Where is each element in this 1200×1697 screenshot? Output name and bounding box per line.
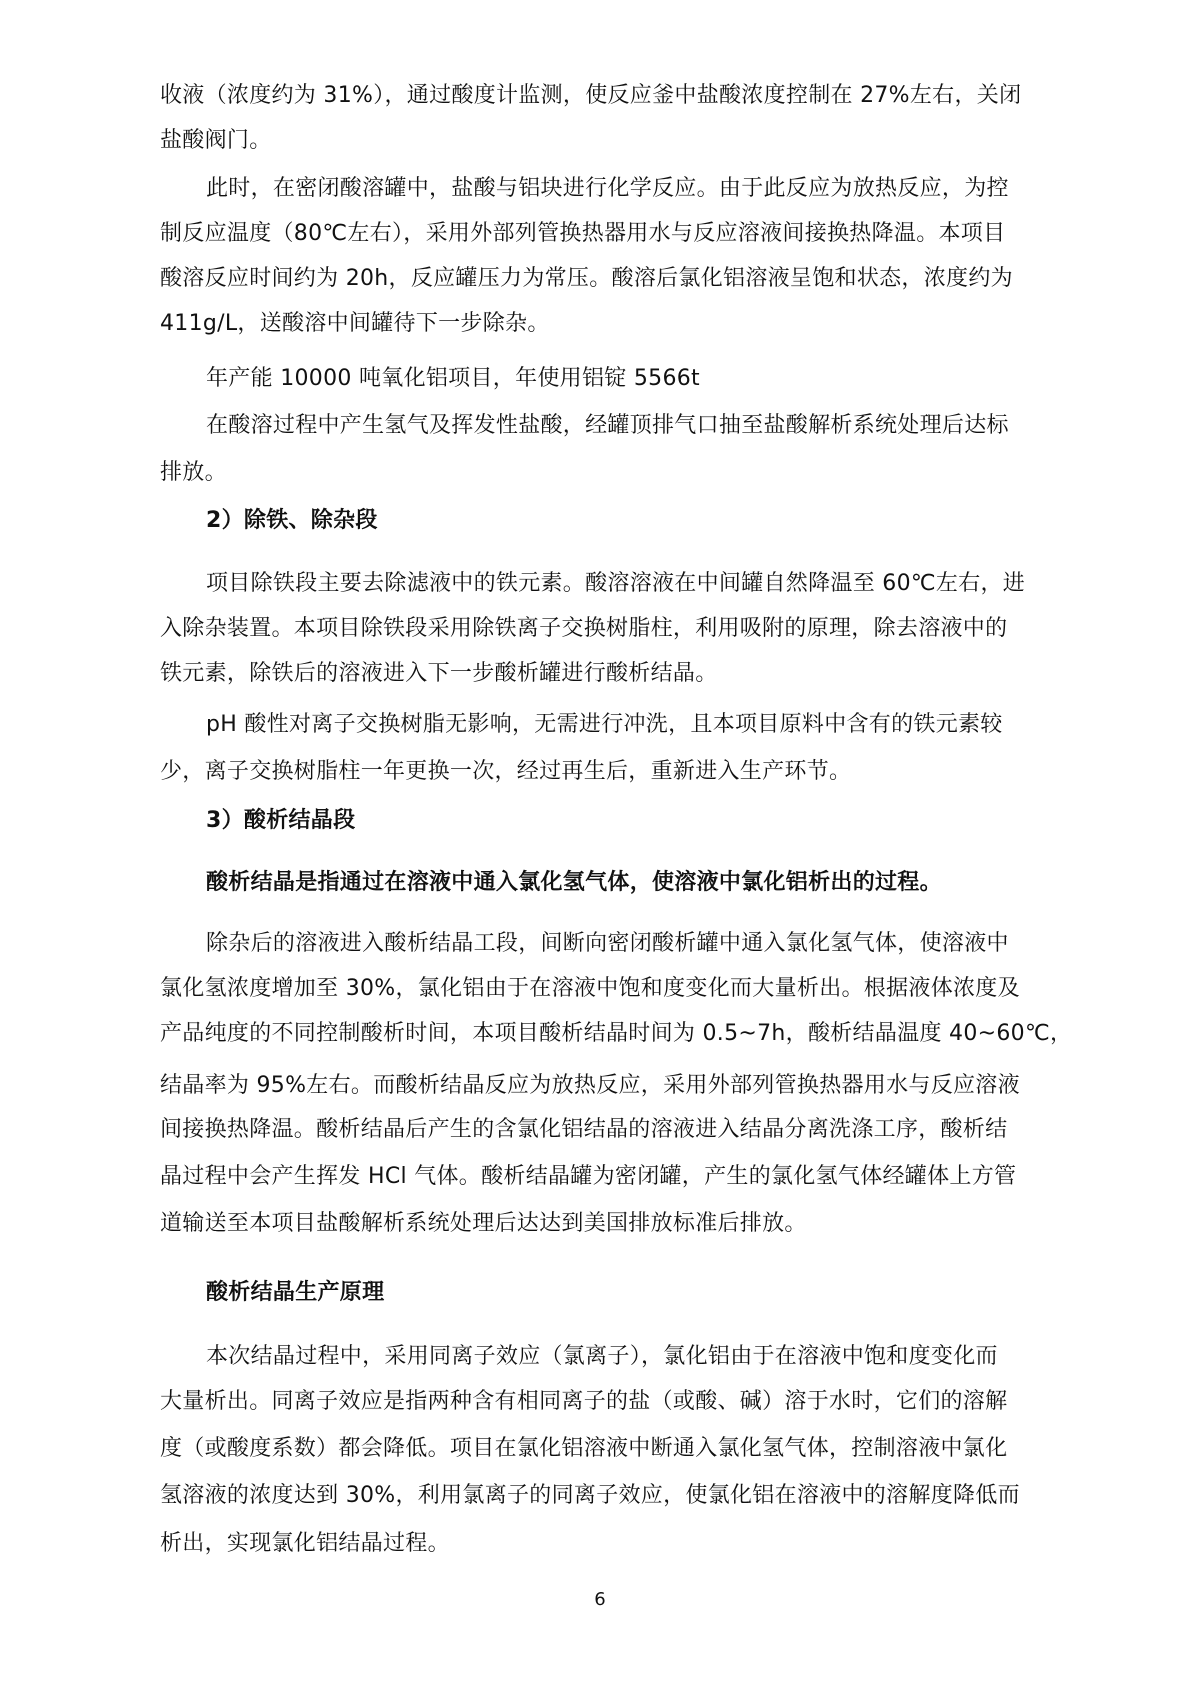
text-line: 酸溶反应时间约为 20h，反应罐压力为常压。酸溶后氯化铝溶液呈饱和状态，浓度约为 — [160, 266, 1013, 291]
text-line: 大量析出。同离子效应是指两种含有相同离子的盐（或酸、碱）溶于水时，它们的溶解 — [160, 1389, 1008, 1414]
section-heading: 2）除铁、除杂段 — [206, 508, 378, 533]
bold-statement: 酸析结晶是指通过在溶液中通入氯化氢气体，使溶液中氯化铝析出的过程。 — [206, 870, 942, 895]
text-line: 铁元素，除铁后的溶液进入下一步酸析罐进行酸析结晶。 — [160, 661, 718, 686]
text-line: 氢溶液的浓度达到 30%，利用氯离子的同离子效应，使氯化铝在溶液中的溶解度降低而 — [160, 1483, 1020, 1508]
text-line: 结晶率为 95%左右。而酸析结晶反应为放热反应，采用外部列管换热器用水与反应溶液 — [160, 1073, 1020, 1098]
text-line: 制反应温度（80℃左右），采用外部列管换热器用水与反应溶液间接换热降温。本项目 — [160, 221, 1006, 246]
text-line: pH 酸性对离子交换树脂无影响，无需进行冲洗，且本项目原料中含有的铁元素较 — [206, 712, 1003, 737]
text-line: 收液（浓度约为 31%），通过酸度计监测，使反应釜中盐酸浓度控制在 27%左右，关闭 — [160, 83, 1022, 108]
text-line: 411g/L，送酸溶中间罐待下一步除杂。 — [160, 311, 550, 336]
text-line: 析出，实现氯化铝结晶过程。 — [160, 1531, 450, 1556]
text-line: 晶过程中会产生挥发 HCl 气体。酸析结晶罐为密闭罐，产生的氯化氢气体经罐体上方管 — [160, 1164, 1017, 1189]
text-line: 入除杂装置。本项目除铁段采用除铁离子交换树脂柱，利用吸附的原理，除去溶液中的 — [160, 616, 1008, 641]
text-line: 间接换热降温。酸析结晶后产生的含氯化铝结晶的溶液进入结晶分离洗涤工序，酸析结 — [160, 1117, 1008, 1142]
text-line: 道输送至本项目盐酸解析系统处理后达达到美国排放标准后排放。 — [160, 1211, 807, 1236]
text-line: 少，离子交换树脂柱一年更换一次，经过再生后，重新进入生产环节。 — [160, 759, 852, 784]
text-line: 除杂后的溶液进入酸析结晶工段，间断向密闭酸析罐中通入氯化氢气体，使溶液中 — [206, 931, 1009, 956]
text-line: 此时，在密闭酸溶罐中，盐酸与铝块进行化学反应。由于此反应为放热反应，为控 — [206, 176, 1009, 201]
page-number: 6 — [594, 1589, 606, 1610]
text-line: 盐酸阀门。 — [160, 128, 272, 153]
text-line: 排放。 — [160, 460, 227, 485]
text-line: 年产能 10000 吨氧化铝项目，年使用铝锭 5566t — [206, 366, 700, 391]
text-line: 本次结晶过程中，采用同离子效应（氯离子），氯化铝由于在溶液中饱和度变化而 — [206, 1344, 998, 1369]
text-line: 氯化氢浓度增加至 30%，氯化铝由于在溶液中饱和度变化而大量析出。根据液体浓度及 — [160, 976, 1020, 1001]
section-heading: 酸析结晶生产原理 — [206, 1280, 385, 1305]
text-line: 度（或酸度系数）都会降低。项目在氯化铝溶液中断通入氯化氢气体，控制溶液中氯化 — [160, 1436, 1008, 1461]
text-line: 产品纯度的不同控制酸析时间，本项目酸析结晶时间为 0.5~7h，酸析结晶温度 40~60℃， — [160, 1021, 1073, 1046]
text-line: 在酸溶过程中产生氢气及挥发性盐酸，经罐顶排气口抽至盐酸解析系统处理后达标 — [206, 413, 1009, 438]
text-line: 项目除铁段主要去除滤液中的铁元素。酸溶溶液在中间罐自然降温至 60℃左右，进 — [206, 571, 1026, 596]
section-heading: 3）酸析结晶段 — [206, 808, 356, 833]
